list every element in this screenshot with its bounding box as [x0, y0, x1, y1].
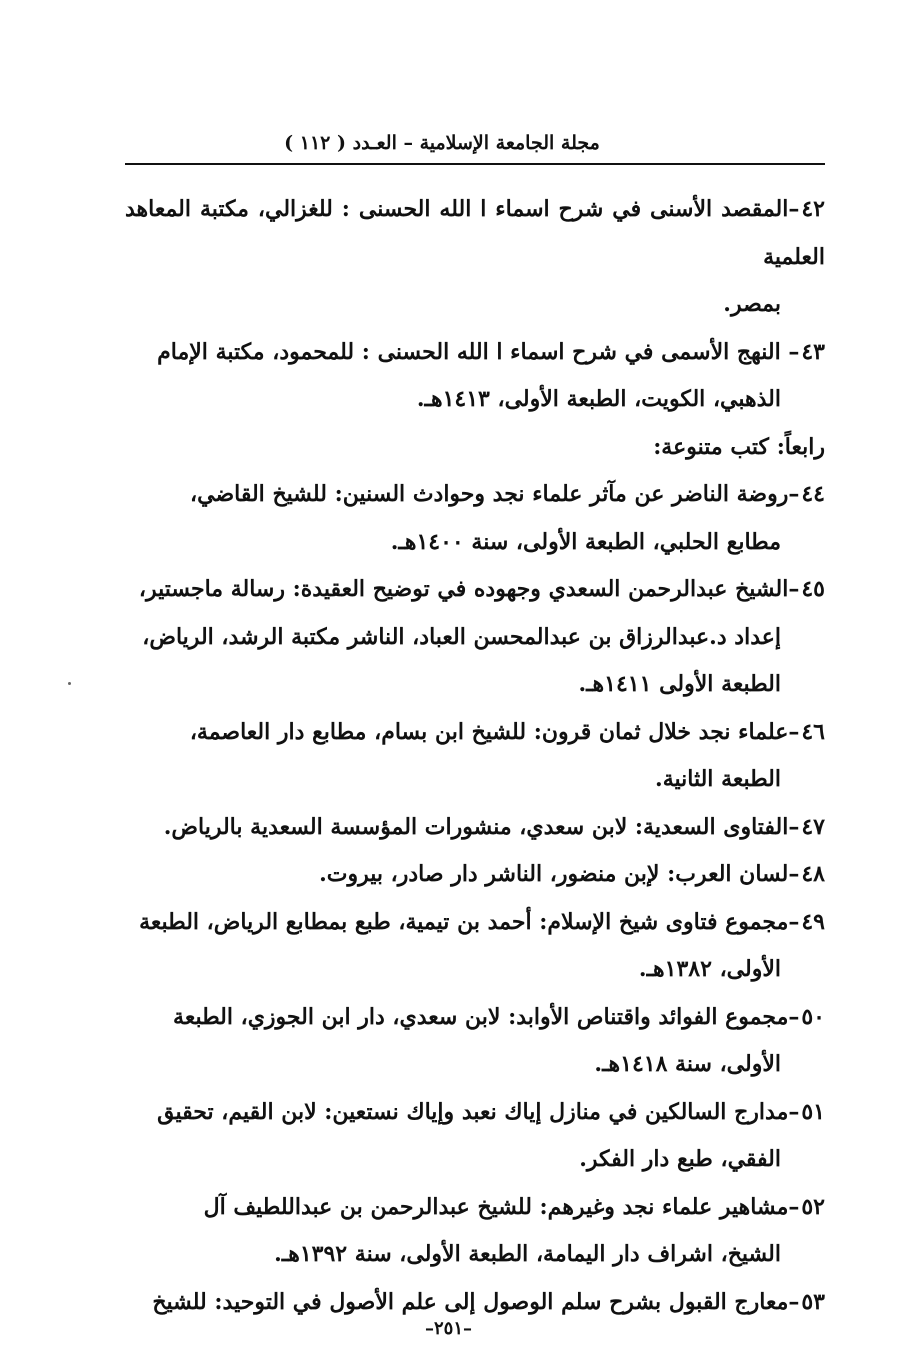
- bibliography-entry: [125, 1184, 825, 1279]
- section-heading: رابعاً: كتب متنوعة:: [653, 433, 825, 460]
- entry-text: –الفتاوى السعدية: لابن سعدي، منشورات المؤسسة السعدية بالرياض.: [163, 813, 800, 840]
- entry-continuation: بمصر.: [723, 291, 781, 317]
- bibliography-entry: [125, 851, 825, 899]
- scan-speck: [68, 682, 71, 685]
- entry-text: –معارج القبول بشرح سلم الوصول إلى علم الأصول في التوحيد: للشيخ: [152, 1288, 800, 1315]
- bibliography-entry: [125, 566, 825, 709]
- entry-continuation: الأولى، ١٣٨٢هـ.: [638, 956, 781, 982]
- entry-text: –مجموع فتاوى شيخ الإسلام: أحمد بن تيمية، طبع بمطابع الرياض، الطبعة: [139, 908, 800, 935]
- entry-number: ٥٣: [801, 1288, 825, 1315]
- bibliography-entry: [125, 471, 825, 566]
- bibliography-entry: [125, 899, 825, 994]
- entry-number: ٤٨: [801, 861, 825, 887]
- entry-number: ٤٢: [801, 196, 825, 222]
- entry-text: –المقصد الأسنى في شرح اسماء ا الله الحسنى : للغزالي، مكتبة المعاهد العلمية: [125, 196, 825, 270]
- entry-continuation: الطبعة الثانية.: [655, 766, 781, 792]
- bibliography-entry: [125, 804, 825, 852]
- entry-text: –مشاهير علماء نجد وغيرهم: للشيخ عبدالرحمن بن عبداللطيف آل: [203, 1193, 800, 1220]
- entry-text: – النهج الأسمى في شرح اسماء ا الله الحسنى : للمحمود، مكتبة الإمام: [157, 338, 800, 365]
- bibliography-body: [125, 186, 825, 1326]
- running-header: مجلة الجامعة الإسلامية – العـدد ( ١١٢ ): [284, 132, 600, 154]
- entry-continuation: الأولى، سنة ١٤١٨هـ.: [594, 1051, 781, 1077]
- header-rule: [125, 163, 825, 165]
- entry-number: ٤٣: [801, 338, 825, 365]
- entry-text: –الشيخ عبدالرحمن السعدي وجهوده في توضيح العقيدة: رسالة ماجستير،: [138, 576, 800, 602]
- entry-number: ٤٥: [801, 576, 825, 602]
- entry-number: ٥٢: [801, 1193, 825, 1220]
- entry-number: ٤٦: [801, 718, 825, 745]
- bibliography-entry: [125, 994, 825, 1089]
- bibliography-entry: [125, 186, 825, 329]
- entry-text: –مدارج السالكين في منازل إياك نعبد وإياك نستعين: لابن القيم، تحقيق: [157, 1098, 800, 1125]
- bibliography-entry: [125, 1089, 825, 1184]
- entry-number: ٤٩: [801, 908, 825, 935]
- entry-continuation: الذهبي، الكويت، الطبعة الأولى، ١٤١٣هـ.: [416, 386, 781, 412]
- entry-continuation: مطابع الحلبي، الطبعة الأولى، سنة ١٤٠٠هـ.: [390, 528, 781, 555]
- entry-continuation: الشيخ، اشراف دار اليمامة، الطبعة الأولى، سنة ١٣٩٢هـ.: [274, 1241, 781, 1267]
- bibliography-entry: [125, 329, 825, 424]
- entry-number: ٥١: [801, 1098, 825, 1125]
- entry-text: –مجموع الفوائد واقتناص الأوابد: لابن سعدي، دار ابن الجوزي، الطبعة: [173, 1003, 800, 1030]
- entry-number: ٤٧: [801, 813, 825, 840]
- entry-number: ٤٤: [801, 481, 825, 507]
- entry-continuation: الفقي، طبع دار الفكر.: [579, 1146, 781, 1172]
- entry-number: ٥٠: [801, 1003, 825, 1030]
- entry-text: –روضة الناضر عن مآثر علماء نجد وحوادث السنين: للشيخ القاضي،: [190, 481, 800, 507]
- entry-text: –علماء نجد خلال ثمان قرون: للشيخ ابن بسام، مطابع دار العاصمة،: [189, 718, 800, 745]
- entry-text: –لسان العرب: لإبن منضور، الناشر دار صادر، بيروت.: [319, 861, 800, 887]
- bibliography-entry: [125, 709, 825, 804]
- entry-continuation: الطبعة الأولى ١٤١١هـ.: [578, 671, 781, 697]
- entry-continuation: إعداد د.عبدالرزاق بن عبدالمحسن العباد، الناشر مكتبة الرشد، الرياض،: [142, 623, 781, 650]
- page-number: –٢٥١–: [424, 1318, 472, 1339]
